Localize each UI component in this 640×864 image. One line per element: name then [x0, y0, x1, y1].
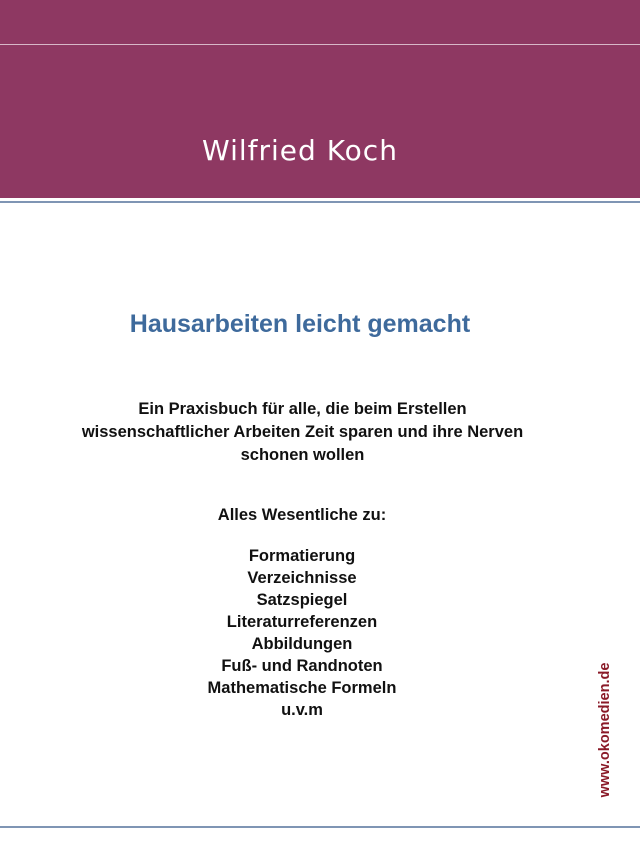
topics-list	[0, 545, 604, 721]
subtitle-line: Ein Praxisbuch für alle, die beim Erstellen	[138, 400, 467, 418]
topic-item: Formatierung	[248, 547, 356, 565]
subtitle-line: wissenschaftlicher Arbeiten Zeit sparen und ihre Nerven	[81, 423, 524, 441]
book-title: Hausarbeiten leicht gemacht	[129, 310, 471, 338]
author-name: Wilfried Koch	[202, 134, 398, 167]
topic-item: Fuß- und Randnoten	[221, 657, 383, 675]
book-subtitle	[20, 398, 585, 467]
header-band	[0, 0, 640, 198]
publisher-url: www.okomedien.de	[597, 662, 613, 798]
topic-item: u.v.m	[281, 701, 323, 719]
topics-intro: Alles Wesentliche zu:	[217, 506, 387, 524]
subtitle-line: schonen wollen	[240, 446, 365, 464]
topic-item: Literaturreferenzen	[226, 613, 378, 631]
header-line	[0, 44, 640, 45]
top-divider	[0, 201, 640, 203]
topic-item: Satzspiegel	[256, 591, 348, 609]
topic-item: Abbildungen	[251, 635, 353, 653]
topic-item: Verzeichnisse	[247, 569, 357, 587]
bottom-divider	[0, 826, 640, 828]
topic-item: Mathematische Formeln	[207, 679, 397, 697]
